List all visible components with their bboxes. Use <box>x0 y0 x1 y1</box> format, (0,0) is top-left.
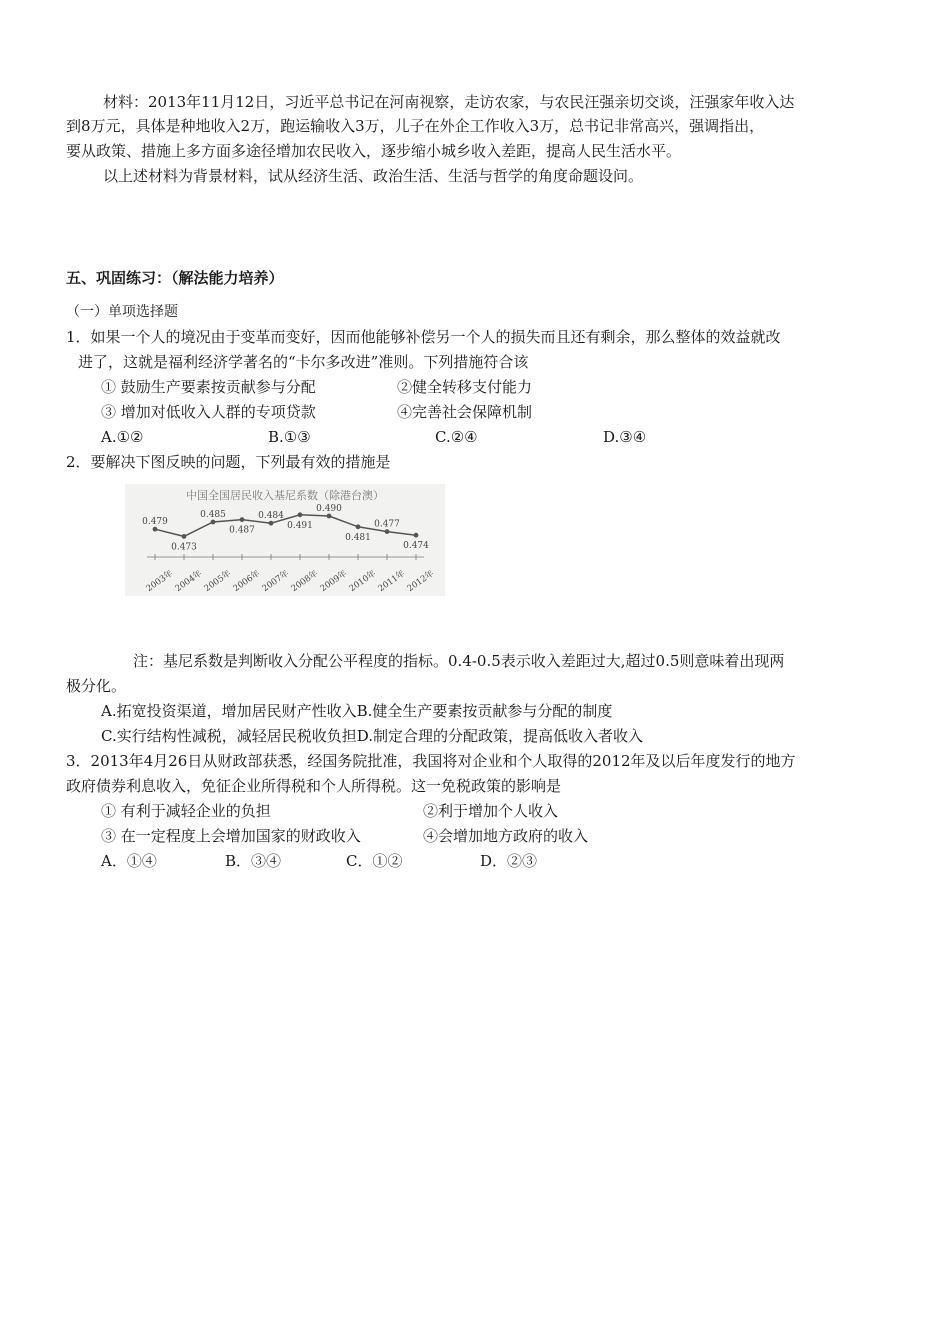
x-tick-label: 2007年 <box>260 568 292 595</box>
q1-choice-b: B.①③ <box>268 428 311 446</box>
q3-choice-a: A．①④ <box>101 852 157 870</box>
gini-value-label: 0.474 <box>403 541 429 552</box>
gini-value-label: 0.479 <box>142 517 168 528</box>
gini-point <box>414 533 419 538</box>
gini-point <box>385 529 390 534</box>
material-line-2: 到8万元，具体是种地收入2万，跑运输收入3万，儿子在外企工作收入3万，总书记非常高兴，强调指出， <box>66 117 765 135</box>
gini-chart <box>125 484 445 596</box>
gini-value-label: 0.487 <box>229 525 255 536</box>
material-line-3: 要从政策、措施上多方面多途径增加农民收入，逐步缩小城乡收入差距，提高人民生活水平。 <box>66 142 682 160</box>
section-subtitle: （一）单项选择题 <box>66 304 178 320</box>
q1-option-1: ① 鼓励生产要素按贡献参与分配 <box>101 378 316 396</box>
q2-note-line-1: 注：基尼系数是判断收入分配公平程度的指标。0.4-0.5表示收入差距过大,超过0.5则意味着出现两 <box>133 652 785 670</box>
q3-stem-line-2: 政府债券利息收入，免征企业所得税和个人所得税。这一免税政策的影响是 <box>66 777 562 795</box>
q1-choice-d: D.③④ <box>603 428 647 446</box>
gini-value-label: 0.491 <box>287 520 313 531</box>
q2-stem: 2．要解决下图反映的问题，下列最有效的措施是 <box>66 453 391 471</box>
q3-stem-line-1: 3．2013年4月26日从财政部获悉，经国务院批准，我国将对企业和个人取得的2012年及以后年度发行的地方 <box>66 752 796 770</box>
gini-point <box>269 521 274 526</box>
gini-point <box>298 512 303 517</box>
gini-point <box>153 527 158 532</box>
q3-option-2: ②利于增加个人收入 <box>423 802 559 820</box>
gini-point <box>182 534 187 539</box>
material-line-4: 以上述材料为背景材料，试从经济生活、政治生活、生活与哲学的角度命题设问。 <box>103 167 644 185</box>
x-tick-label: 2009年 <box>318 568 350 595</box>
gini-point <box>240 517 245 522</box>
material-line-1: 材料：2013年11月12日，习近平总书记在河南视察，走访农家，与农民汪强亲切交谈，汪强家年收入达 <box>103 93 795 111</box>
section-title: 五、巩固练习：（解法能力培养） <box>66 269 284 287</box>
gini-chart-svg <box>125 484 445 596</box>
q1-choice-a: A.①② <box>101 428 144 446</box>
x-tick-label: 2012年 <box>405 568 437 595</box>
gini-value-label: 0.481 <box>345 532 371 543</box>
gini-value-label: 0.490 <box>316 504 342 514</box>
q3-option-4: ④会增加地方政府的收入 <box>423 827 589 845</box>
chart-title: 中国全国居民收入基尼系数（除港台澳） <box>186 489 384 502</box>
gini-value-label: 0.485 <box>200 510 226 520</box>
x-tick-label: 2010年 <box>347 568 379 595</box>
q2-note-line-2: 极分化。 <box>66 677 127 695</box>
q1-stem-line-1: 1．如果一个人的境况由于变革而变好，因而他能够补偿另一个人的损失而且还有剩余，那么整体的效益就改 <box>66 328 781 346</box>
q1-choice-c: C.②④ <box>435 428 478 446</box>
x-tick-label: 2008年 <box>289 568 321 595</box>
q1-option-3: ③ 增加对低收入人群的专项贷款 <box>101 403 316 421</box>
gini-point <box>356 524 361 529</box>
x-tick-label: 2006年 <box>231 568 263 595</box>
gini-value-label: 0.473 <box>171 542 197 553</box>
q2-choices-ab: A.拓宽投资渠道，增加居民财产性收入B.健全生产要素按贡献参与分配的制度 <box>101 702 613 720</box>
q3-option-1: ① 有利于减轻企业的负担 <box>101 802 271 820</box>
gini-point <box>211 520 216 525</box>
gini-value-label: 0.484 <box>258 511 284 522</box>
q1-option-4: ④完善社会保障机制 <box>397 403 533 421</box>
q3-choice-d: D．②③ <box>480 852 538 870</box>
x-tick-label: 2005年 <box>202 568 234 595</box>
q3-choice-b: B．③④ <box>225 852 282 870</box>
q1-option-2: ②健全转移支付能力 <box>397 378 533 396</box>
q2-choices-cd: C.实行结构性减税，减轻居民税收负担D.制定合理的分配政策，提高低收入者收入 <box>101 727 643 745</box>
q1-stem-line-2: 进了，这就是福利经济学著名的“卡尔多改进”准则。下列措施符合该 <box>78 353 529 371</box>
q3-option-3: ③ 在一定程度上会增加国家的财政收入 <box>101 827 361 845</box>
x-tick-label: 2011年 <box>376 568 408 595</box>
x-tick-label: 2004年 <box>173 568 205 595</box>
q3-choice-c: C．①② <box>346 852 403 870</box>
x-tick-label: 2003年 <box>144 568 176 595</box>
gini-point <box>327 514 332 519</box>
gini-value-label: 0.477 <box>374 519 400 530</box>
